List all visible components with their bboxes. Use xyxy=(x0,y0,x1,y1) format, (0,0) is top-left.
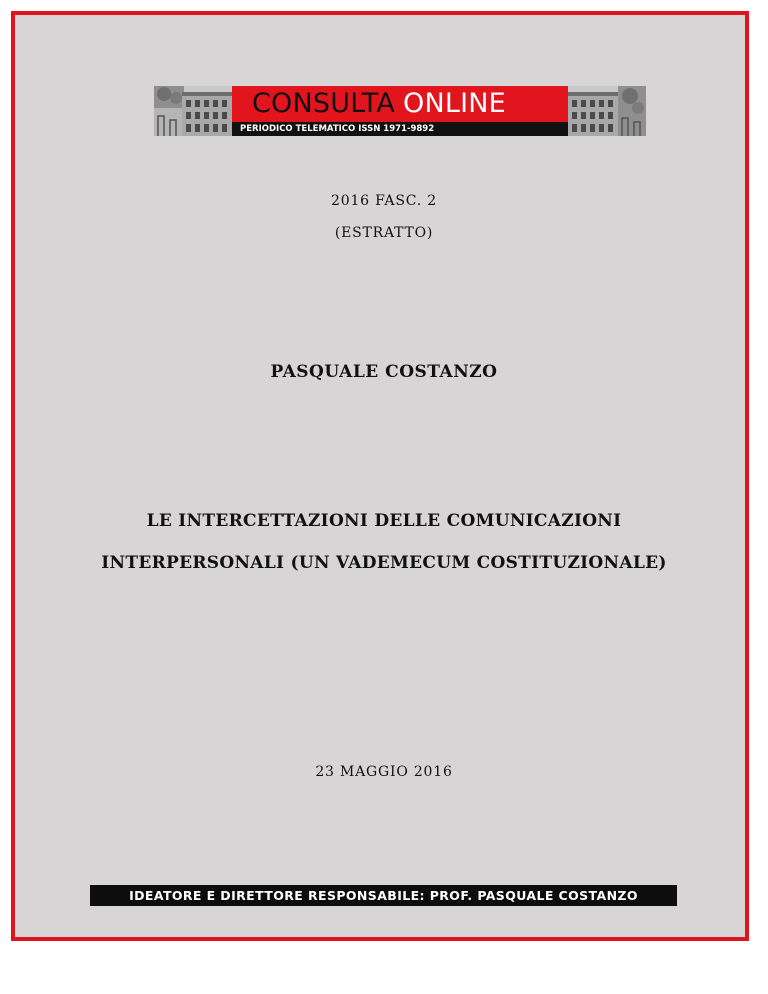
article-title-line-1: LE INTERCETTAZIONI DELLE COMUNICAZIONI xyxy=(146,511,622,531)
masthead-building-photo-right xyxy=(568,86,646,136)
masthead-building-photo-left xyxy=(154,86,232,136)
footer-editor-bar xyxy=(90,885,677,906)
masthead-title xyxy=(252,88,506,120)
author-name: PASQUALE COSTANZO xyxy=(270,362,498,382)
footer-editor-text: IDEATORE E DIRETTORE RESPONSABILE: PROF. PASQUALE COSTANZO xyxy=(129,888,638,903)
extract-label: (ESTRATTO) xyxy=(334,225,434,241)
masthead-title-online: ONLINE xyxy=(403,88,506,119)
masthead-subtitle: PERIODICO TELEMATICO ISSN 1971-9892 xyxy=(240,124,435,134)
masthead-red-banner xyxy=(232,86,568,122)
cover-frame xyxy=(11,11,749,941)
issue-label: 2016 FASC. 2 xyxy=(331,193,437,209)
publication-date: 23 MAGGIO 2016 xyxy=(315,764,453,780)
masthead-subtitle-bar xyxy=(232,122,568,136)
masthead-title-consulta: CONSULTA xyxy=(252,88,395,119)
masthead xyxy=(154,86,646,136)
article-title-line-2: INTERPERSONALI (UN VADEMECUM COSTITUZIONALE) xyxy=(101,553,667,573)
